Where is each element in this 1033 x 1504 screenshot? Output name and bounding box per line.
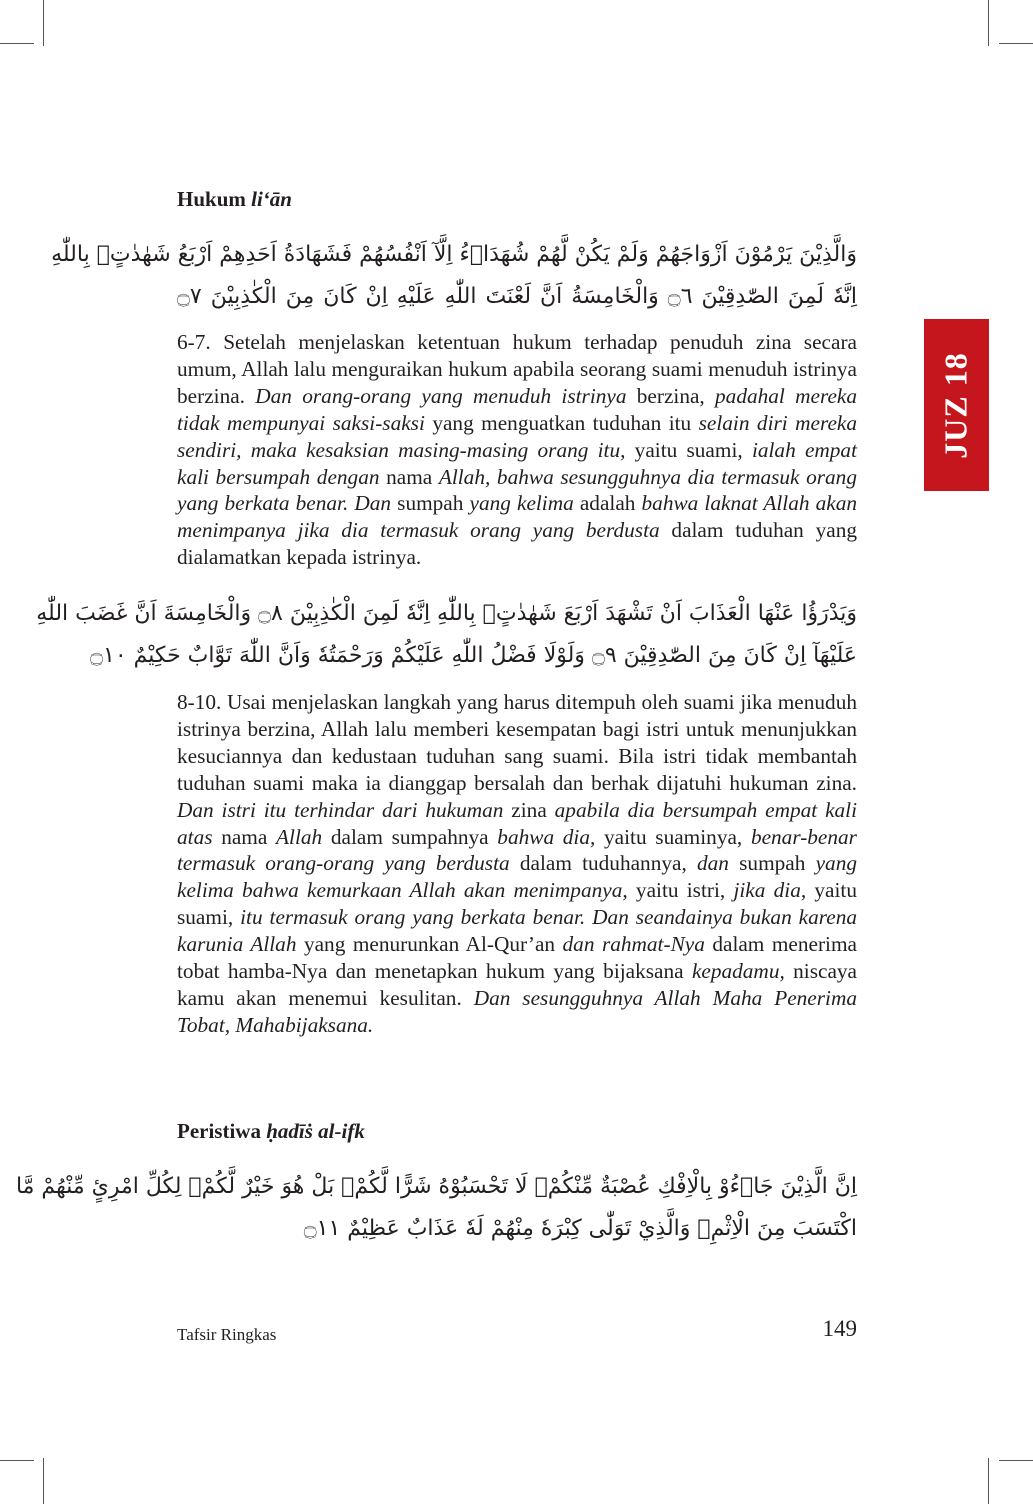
italic-segment: apabila dia bersumpah empat kali atas	[177, 797, 858, 849]
crop-mark	[999, 43, 1033, 44]
text-segment: yaitu suaminya,	[595, 824, 751, 849]
section-heading-hadis-al-ifk	[177, 1119, 365, 1144]
heading-italic-text: li‘ān	[251, 187, 292, 211]
footer-book-title: Tafsir Ringkas	[177, 1325, 277, 1344]
text-segment: niscaya kamu akan menemui kesulitan.	[177, 959, 857, 1010]
juz-tab	[924, 319, 989, 491]
text-segment: 8-10. Usai menjelaskan langkah yang harus ditempuh oleh suami jika menuduh istrinya berzina, Allah lalu memberi kesempatan bagi istri untuk menunjukkan kesuciannya dan kedustaan tuduhan sang suami. Bila istri tidak membantah tuduhan suami maka ia dianggap bersalah dan berhak dijatuhi hukuman zina.	[177, 690, 857, 795]
text-segment: yang menguatkan tuduhan itu	[424, 410, 699, 435]
arabic-line: اكْتَسَبَ مِنَ الْاِثْمِۚ وَالَّذِيْ تَوَلّٰى كِبْرَهٗ مِنْهُمْ لَهٗ عَذَابٌ عَظِيْمٌ ۝١١	[303, 1216, 857, 1241]
crop-mark	[0, 43, 34, 44]
italic-segment: benar-benar termasuk orang-orang yang berdusta	[177, 824, 857, 876]
italic-segment: bahwa dia,	[497, 824, 596, 849]
arabic-line: عَلَيْهَآ اِنْ كَانَ مِنَ الصّٰدِقِيْنَ ۝٩ وَلَوْلَا فَضْلُ اللّٰهِ عَلَيْكُمْ وَرَحْمَتُهٗ وَاَنَّ اللّٰهَ تَوَّابٌ حَكِيْمٌ ۝١٠	[90, 643, 857, 668]
italic-segment: Dan istri itu terhindar dari hukuman	[177, 797, 504, 822]
italic-segment: selain diri mereka sendiri, maka kesaksian masing-masing orang itu,	[177, 410, 858, 462]
section-heading-lian	[177, 187, 292, 212]
italic-segment: jika dia,	[733, 878, 807, 903]
crop-mark	[988, 1458, 989, 1504]
italic-segment: dan rahmat-Nya	[562, 932, 705, 957]
text-segment: sumpah	[728, 851, 816, 876]
arabic-line: وَيَدْرَؤُا عَنْهَا الْعَذَابَ اَنْ تَشْهَدَ اَرْبَعَ شَهٰدٰتٍۢ بِاللّٰهِ اِنَّهٗ لَمِنَ الْكٰذِبِيْنَ ۝٨ وَالْخَامِسَةَ اَنَّ غَضَبَ اللّٰهِ	[36, 601, 857, 626]
crop-mark	[43, 0, 44, 46]
text-segment: dalam sumpahnya	[322, 824, 498, 849]
heading-text: Peristiwa	[177, 1119, 267, 1143]
italic-segment: dan	[696, 851, 729, 876]
tafsir-paragraph-6-7	[177, 329, 857, 571]
italic-segment: bahwa laknat Allah akan menimpanya jika dia termasuk orang yang berdusta	[177, 491, 857, 543]
page-number: 149	[822, 1316, 857, 1341]
italic-segment: itu termasuk orang yang berkata benar. Dan seandainya bukan karena karunia Allah	[177, 905, 857, 957]
text-segment: dalam tuduhan yang dialamatkan kepada istrinya.	[177, 518, 857, 570]
crop-mark	[43, 1458, 44, 1504]
crop-mark	[0, 1460, 34, 1461]
arabic-line: وَالَّذِيْنَ يَرْمُوْنَ اَزْوَاجَهُمْ وَلَمْ يَكُنْ لَّهُمْ شُهَدَاۤءُ اِلَّآ اَنْفُسُهُمْ فَشَهَادَةُ اَحَدِهِمْ اَرْبَعُ شَهٰدٰتٍۢ بِاللّٰهِ	[51, 242, 857, 267]
text-segment: yaitu suami,	[625, 437, 752, 462]
arabic-line: اِنَّهٗ لَمِنَ الصّٰدِقِيْنَ ۝٦ وَالْخَامِسَةُ اَنَّ لَعْنَتَ اللّٰهِ عَلَيْهِ اِنْ كَانَ مِنَ الْكٰذِبِيْنَ ۝٧	[177, 284, 857, 309]
italic-segment: Allah, bahwa sesungguhnya dia termasuk orang yang berkata benar. Dan	[177, 464, 857, 516]
text-segment: berzina,	[626, 383, 716, 408]
text-segment: 6-7. Setelah menjelaskan ketentuan hukum terhadap penuduh zina secara umum, Allah lalu menguraikan hukum apabila seorang suami menuduh istrinya berzina.	[177, 330, 857, 408]
text-segment: dalam menerima tobat hamba-Nya dan menetapkan hukum yang bijaksana	[177, 932, 857, 984]
italic-segment: Allah	[276, 824, 323, 849]
text-segment: sumpah	[391, 491, 470, 516]
text-segment: adalah	[573, 491, 642, 516]
text-segment: yaitu suami,	[177, 878, 857, 930]
text-segment: nama	[212, 824, 277, 849]
text-segment: yang menurunkan Al-Qur’an	[296, 932, 563, 957]
italic-segment: yang kelima	[469, 491, 574, 516]
italic-segment: kepadamu,	[691, 959, 785, 984]
tafsir-paragraph-8-10	[177, 689, 857, 1039]
text-segment: yaitu istri,	[627, 878, 734, 903]
arabic-line: اِنَّ الَّذِيْنَ جَاۤءُوْ بِالْاِفْكِ عُصْبَةٌ مِّنْكُمْۗ لَا تَحْسَبُوْهُ شَرًّا لَّكُمْۗ بَلْ هُوَ خَيْرٌ لَّكُمْۗ لِكُلِّ امْرِئٍ مِّنْهُمْ مَّا	[15, 1174, 857, 1199]
juz-label: JUZ 18	[938, 351, 975, 459]
italic-segment: Dan sesungguhnya Allah Maha Penerima Tobat, Mahabijaksana.	[177, 985, 857, 1037]
arabic-verse-8-10	[36, 593, 857, 677]
heading-italic-text: ḥadīṡ al-ifk	[266, 1119, 365, 1143]
text-segment: nama	[379, 464, 439, 489]
text-segment: dalam tuduhannya,	[509, 851, 697, 876]
italic-segment: padahal mereka tidak mempunyai saksi-saksi	[177, 383, 858, 435]
italic-segment: ialah empat kali bersumpah dengan	[177, 437, 857, 489]
crop-mark	[999, 1460, 1033, 1461]
text-segment: zina	[503, 797, 555, 822]
crop-mark	[988, 0, 989, 46]
italic-segment: yang kelima bahwa kemurkaan Allah akan menimpanya,	[177, 851, 857, 903]
arabic-verse-6-7	[51, 234, 857, 318]
heading-text: Hukum	[177, 187, 252, 211]
italic-segment: Dan orang-orang yang menuduh istrinya	[255, 383, 627, 408]
arabic-verse-11	[15, 1166, 857, 1250]
